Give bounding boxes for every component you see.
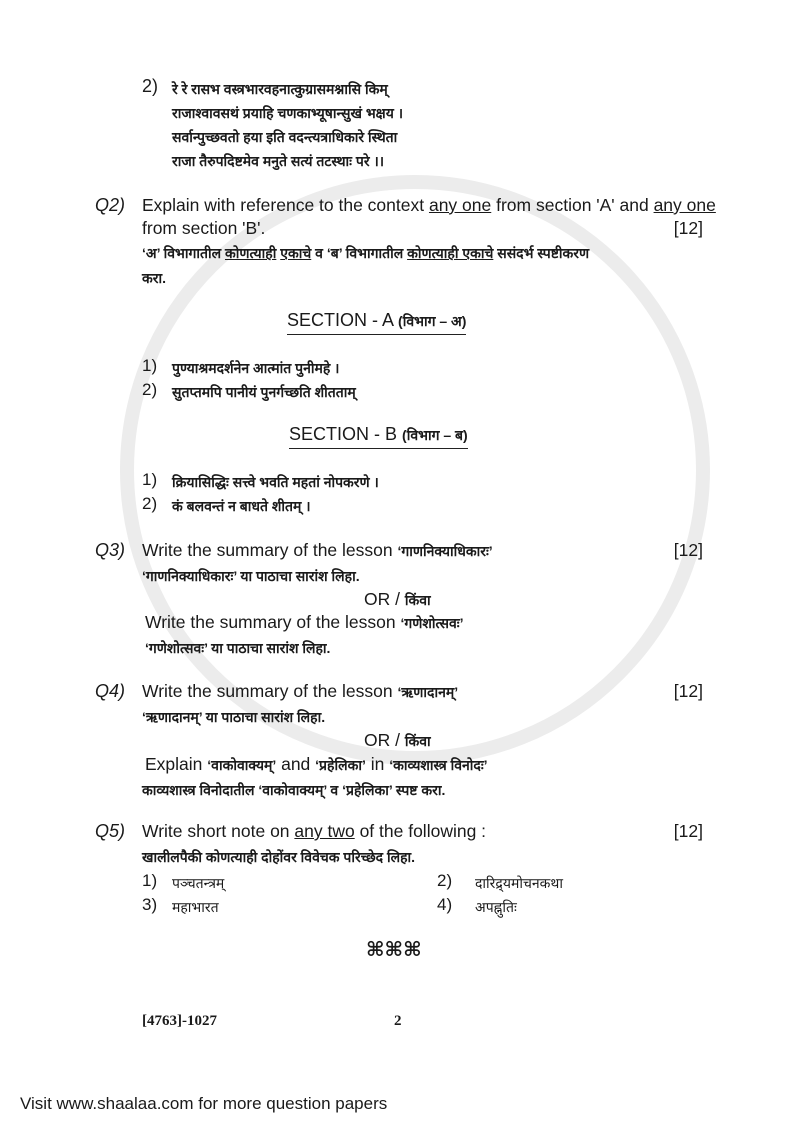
option-number: 1) [142,871,158,890]
option-number: 4) [437,895,453,914]
question-text: from section 'B'. [142,218,266,238]
question-text-marathi: ‘ऋणादानम्’ या पाठाचा सारांश लिहा. [142,709,326,725]
text: (विभाग – अ) [398,313,467,329]
question-text-marathi: करा. [142,270,166,286]
text: any one [428,195,492,215]
marks: [12] [673,540,703,560]
item-number: 2) [142,380,158,399]
text: SECTION - A [287,310,394,330]
item-text: कं बलवन्तं न बाधते शीतम् । [172,498,311,514]
question-text [142,540,493,561]
question-text [145,612,463,633]
or-separator [364,730,431,751]
question-text-marathi: ‘गाणनिक्याधिकारः’ या पाठाचा सारांश लिहा. [142,568,360,584]
question-label: Q4) [95,681,126,701]
question-text-marathi: खालीलपैकी कोणत्याही दोहोंवर विवेचक परिच्छेद लिहा. [142,849,416,865]
text: ‘काव्यशास्त्र विनोदः’ [389,757,488,773]
text: ‘अ’ विभागातील [142,245,225,261]
question-label: Q3) [95,540,126,560]
text: OR / [364,589,405,609]
option-text: महाभारत [172,899,219,915]
paper-code: [4763]-1027 [142,1013,217,1029]
text: Write the summary of the lesson [142,540,398,560]
text: any two [294,821,355,841]
watermark-circle [120,175,710,765]
text: OR / [364,730,405,750]
option-text: पञ्चतन्त्रम् [172,875,225,891]
text: ‘गाणनिक्याधिकारः’ [397,543,493,559]
text: ‘ऋणादानम्’ [397,684,459,700]
option-text: दारिद्र्यमोचनकथा [475,875,563,891]
item-number: 1) [142,356,158,375]
verse-line: सर्वान्पुच्छवतो हया इति वदन्त्यत्राधिकारे स्थिता [172,129,398,145]
page-number: 2 [394,1013,402,1029]
option-number: 2) [437,871,453,890]
text: in [365,754,390,774]
option-text: अपह्नुतिः [475,899,517,915]
text: किंवा [404,733,431,749]
option-number: 3) [142,895,158,914]
verse-line: रे रे रासभ वस्त्रभारवहनात्कुग्रासमश्नासि किम् [172,81,388,97]
text: व ‘ब’ विभागातील [311,245,408,261]
text: किंवा [404,592,431,608]
text: Explain with reference to the context [142,195,429,215]
marks: [12] [673,681,703,701]
verse-line: राजा तैरुपदिष्टमेव मनुते सत्यं तटस्थाः परे ।। [172,153,385,169]
item-text: क्रियासिद्धिः सत्त्वे भवति महतां नोपकरणे । [172,474,379,490]
text: ‘गणेशोत्सवः’ [400,615,464,631]
section-heading [289,424,468,449]
text: ससंदर्भ स्पष्टीकरण [493,245,590,261]
section-heading [287,310,466,335]
end-mark: ⌘⌘⌘ [366,939,422,961]
question-text [142,681,458,702]
text: (विभाग – ब) [402,427,468,443]
text: of the following : [354,821,487,841]
marks: [12] [673,821,703,841]
text: कोणत्याही [224,245,277,261]
visit-footer-link[interactable]: Visit www.shaalaa.com for more question papers [20,1094,388,1113]
question-label: Q5) [95,821,126,841]
question-text-marathi: ‘गणेशोत्सवः’ या पाठाचा सारांश लिहा. [145,640,331,656]
question-text-marathi [142,243,589,263]
item-number: 1) [142,470,158,489]
text: एकाचे [280,245,312,261]
question-text [142,821,486,841]
text: Write the summary of the lesson [145,612,401,632]
text: and [276,754,316,774]
text: ‘वाकोवाक्यम्’ [207,757,277,773]
text: कोणत्याही एकाचे [407,245,494,261]
or-separator [364,589,431,610]
verse-number: 2) [142,76,159,96]
text: Write the summary of the lesson [142,681,398,701]
question-text [142,195,716,215]
question-label: Q2) [95,195,126,215]
question-text-marathi: काव्यशास्त्र विनोदातील ‘वाकोवाक्यम्’ व ‘प्रहेलिका’ स्पष्ट करा. [142,782,446,798]
text: from section 'A' and [491,195,654,215]
item-text: सुतप्तमपि पानीयं पुनर्गच्छति शीतताम् [172,384,356,400]
item-number: 2) [142,494,158,513]
item-text: पुण्याश्रमदर्शनेन आत्मांत पुनीमहे । [172,360,340,376]
text: ‘प्रहेलिका’ [315,757,366,773]
text: Write short note on [142,821,295,841]
verse-line: राजाश्वावसथं प्रयाहि चणकाभ्यूषान्सुखं भक्षय । [172,105,404,121]
question-text [145,754,488,775]
text: any one [653,195,716,215]
text: Explain [145,754,208,774]
text: SECTION - B [289,424,398,444]
marks: [12] [673,218,703,238]
